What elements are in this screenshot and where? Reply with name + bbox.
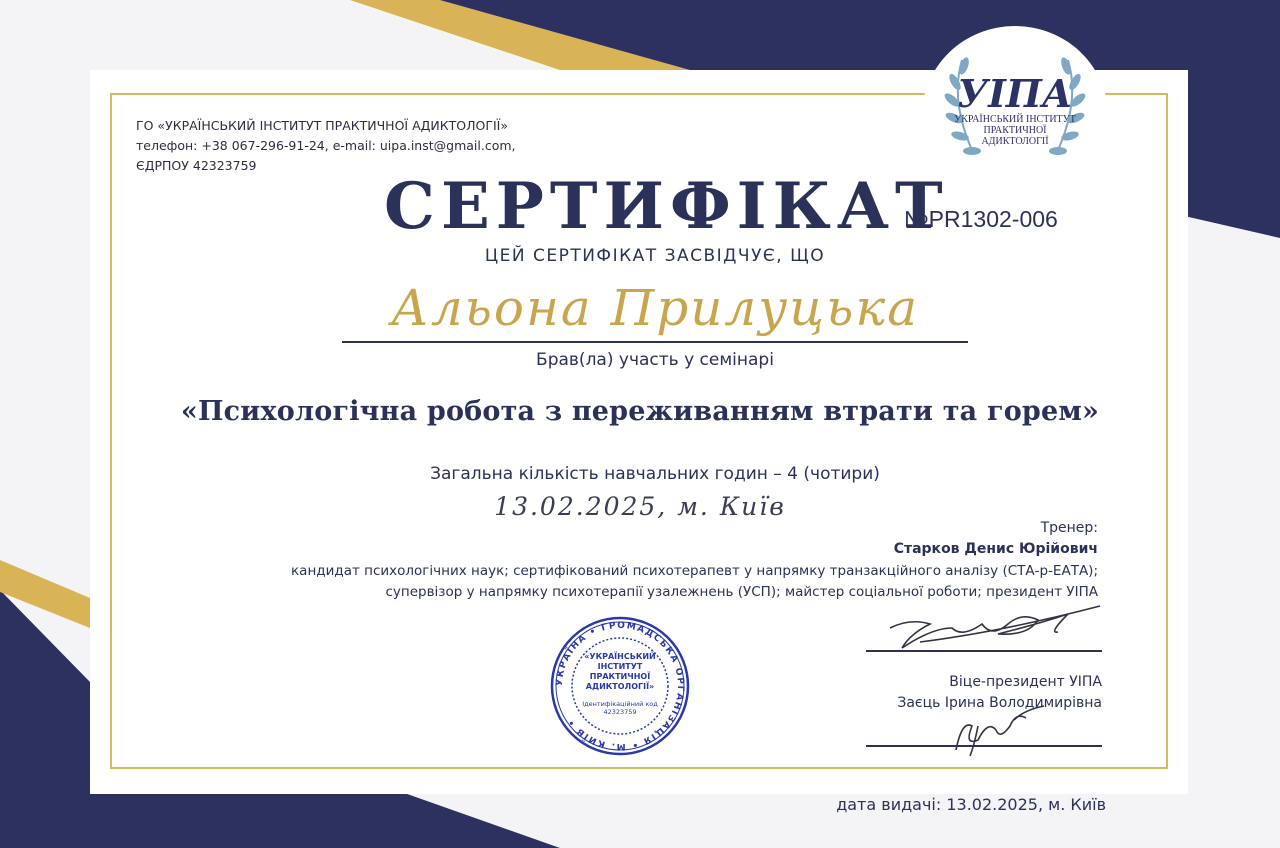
logo-abbreviation: УІПА — [957, 71, 1073, 116]
organization-edrpou: ЄДРПОУ 42323759 — [136, 158, 257, 173]
recipient-underline — [342, 341, 968, 343]
trainer-label: Тренер: — [1040, 520, 1098, 536]
training-hours: Загальна кількість навчальних годин – 4 (чотири) — [430, 464, 880, 484]
recipient-name: Альона Прилуцька — [390, 279, 920, 337]
trainer-name: Старков Денис Юрійович — [893, 541, 1098, 557]
participation-text: Брав(ла) участь у семінарі — [536, 350, 774, 370]
vice-president-name: Заєць Ірина Володимирівна — [897, 695, 1102, 711]
trainer-signature — [880, 598, 1150, 658]
attest-text: ЦЕЙ СЕРТИФІКАТ ЗАСВІДЧУЄ, ЩО — [484, 246, 826, 266]
logo — [922, 26, 1108, 206]
certificate-title: СЕРТИФІКАТ — [384, 169, 949, 244]
seal-code: Ідентифікаційний код 42323759 — [582, 700, 658, 716]
organization-name: ГО «УКРАЇНСЬКИЙ ІНСТИТУТ ПРАКТИЧНОЇ АДИКТОЛОГІЇ» — [136, 118, 508, 133]
vice-president-label: Віце-президент УІПА — [949, 674, 1102, 690]
vice-president-signature-line — [866, 745, 1102, 747]
svg-text:УКРАЇНА • ГРОМАДСЬКА ОРГАНІЗАЦ: УКРАЇНА • ГРОМАДСЬКА ОРГАНІЗАЦІЯ • М. КИЇВ • — [554, 620, 686, 752]
seminar-title: «Психологічна робота з переживанням втрати та горем» — [180, 396, 1100, 427]
vice-president-signature — [944, 700, 1054, 764]
trainer-signature-line — [866, 650, 1102, 652]
seal-center-text: «УКРАЇНСЬКИЙ ІНСТИТУТ ПРАКТИЧНОЇ АДИКТОЛОГІЇ» — [584, 652, 656, 691]
certificate-number: №PR1302-006 — [904, 206, 1058, 232]
logo-subtitle: УКРАЇНСЬКИЙ ІНСТИТУТ ПРАКТИЧНОЇ АДИКТОЛОГІЇ — [954, 114, 1076, 147]
event-date-city: 13.02.2025, м. Київ — [494, 492, 786, 521]
organization-contacts: телефон: +38 067-296-91-24, e-mail: uipa.inst@gmail.com, — [136, 138, 516, 153]
issue-date: дата видачі: 13.02.2025, м. Київ — [836, 795, 1106, 814]
trainer-credentials-1: кандидат психологічних наук; сертифікований психотерапевт у напрямку транзакційного аналізу (СТА-р-ЕАТА); — [291, 563, 1098, 579]
trainer-credentials-2: супервізор у напрямку психотерапії узалежнень (УСП); майстер соціальної роботи; президент УІПА — [385, 584, 1098, 600]
